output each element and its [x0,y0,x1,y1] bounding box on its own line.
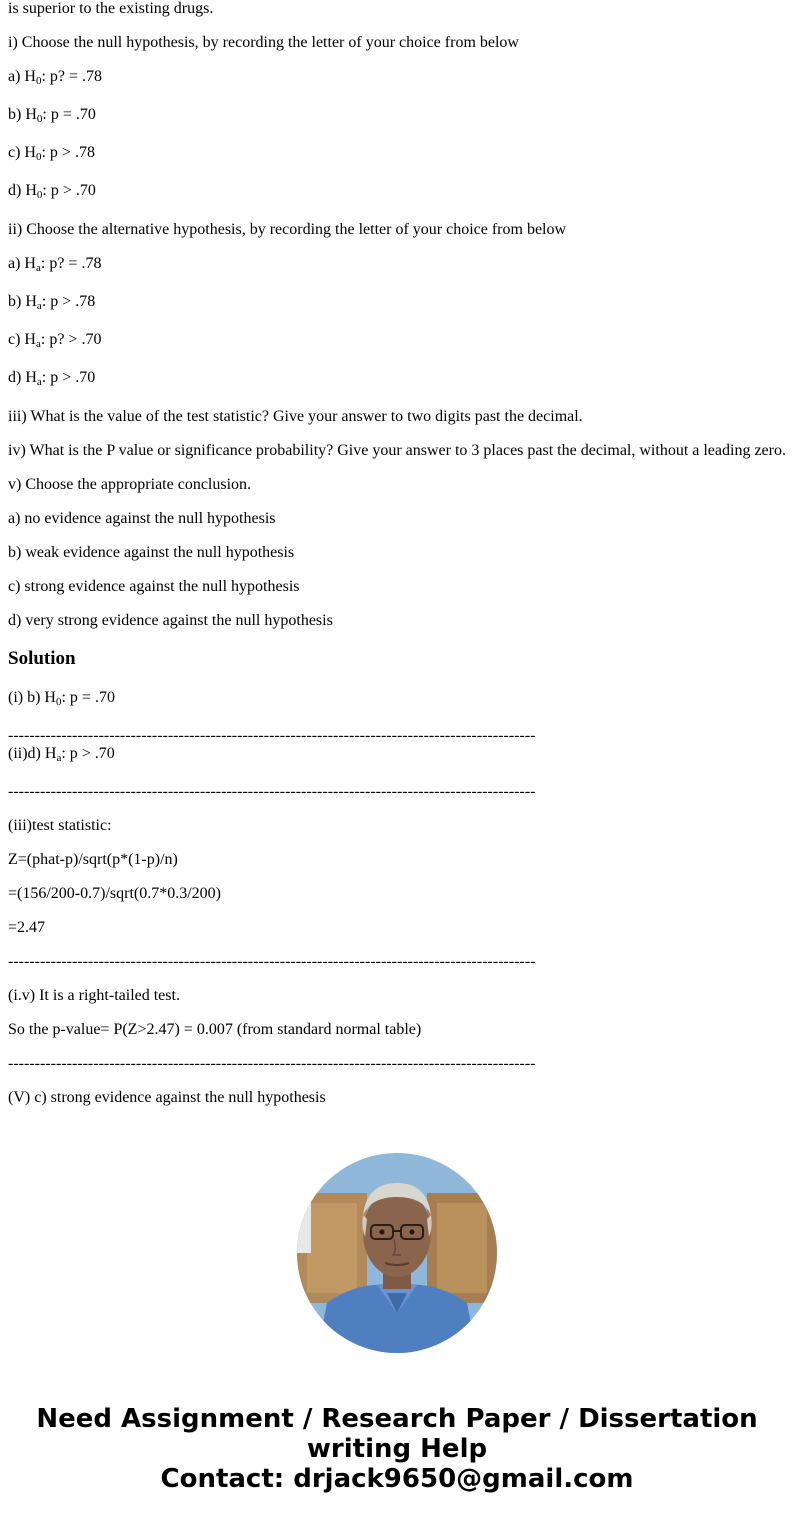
promo-line-1: Need Assignment / Research Paper / Dissertation [36,1404,758,1434]
answer-iii-line: (iii)test statistic: [8,817,112,834]
solution-heading: Solution [8,648,76,669]
promo-contact: Contact: drjack9650@gmail.com [160,1464,634,1494]
author-portrait-image [297,1153,497,1353]
q1-option-c: c) $H_0$: p > .78 [8,144,95,163]
divider: --------------------------------------------------------------------------------------------------- [8,783,536,800]
author-avatar [297,1153,497,1353]
answer-iii-line: Z=(phat-p)/sqrt(p*(1-p)/n) [8,851,178,868]
q1-option-d: d) $H_0$: p > .70 [8,182,96,201]
answer-i: (i) b) $H_0$: p = .70 [8,689,115,708]
promo-line-2: writing Help [306,1434,488,1464]
q1-option-a: a) $H_0$: p? = .78 [8,68,103,87]
q2-option-b: b) $H_a$: p > .78 [8,293,96,312]
q5-prompt: v) Choose the appropriate conclusion. [8,476,252,493]
answer-v: (V) c) strong evidence against the null hypothesis [8,1089,326,1106]
q5-option-c: c) strong evidence against the null hypothesis [8,578,300,595]
q5-option-a: a) no evidence against the null hypothesis [8,510,276,527]
q1-option-b: b) $H_0$: p = .70 [8,106,96,125]
q2-prompt: ii) Choose the alternative hypothesis, by recording the letter of your choice from below [8,221,567,238]
divider: --------------------------------------------------------------------------------------------------- [8,953,536,970]
answer-iv-line: (i.v) It is a right-tailed test. [8,987,180,1004]
q5-option-d: d) very strong evidence against the null hypothesis [8,612,333,629]
q2-option-d: d) $H_a$: p > .70 [8,369,96,388]
q2-option-a: a) $H_a$: p? = .78 [8,255,102,274]
q5-option-b: b) weak evidence against the null hypothesis [8,544,295,561]
divider: --------------------------------------------------------------------------------------------------- [8,1055,536,1072]
q1-prompt: i) Choose the null hypothesis, by recording the letter of your choice from below [8,34,519,51]
answer-iii-line: =2.47 [8,919,46,936]
q3-prompt: iii) What is the value of the test statistic? Give your answer to two digits past the decimal. [8,408,583,425]
answer-iv-line: So the p-value= P(Z>2.47) = 0.007 (from standard normal table) [8,1021,422,1038]
divider: --------------------------------------------------------------------------------------------------- [8,727,536,744]
q2-option-c: c) $H_a$: p? > .70 [8,331,102,350]
intro-tail: is superior to the existing drugs. [8,0,214,17]
q4-prompt: iv) What is the P value or significance probability? Give your answer to 3 places past the decimal, without a leading zero. [8,442,786,459]
answer-ii: (ii)d) $H_a$: p > .70 [8,745,115,764]
answer-iii-line: =(156/200-0.7)/sqrt(0.7*0.3/200) [8,885,221,902]
